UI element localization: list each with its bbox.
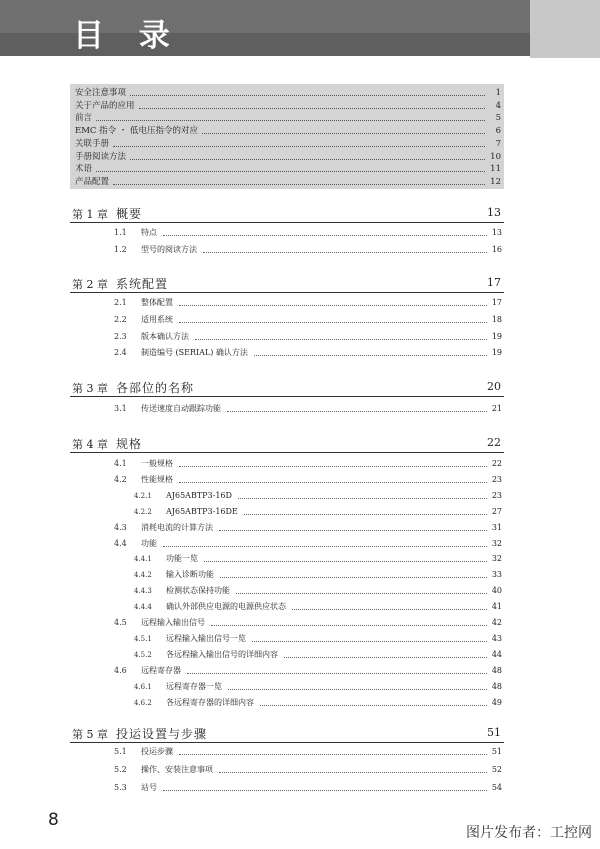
entry-title: 各远程输入输出信号的详细内容 xyxy=(166,649,278,659)
dot-leader xyxy=(130,159,485,160)
page-title: 目 录 xyxy=(73,18,182,54)
front-matter-item[interactable] xyxy=(75,125,501,138)
front-matter-page: 5 xyxy=(495,113,501,124)
front-matter-page: 11 xyxy=(490,164,501,175)
section-entry[interactable] xyxy=(114,226,502,240)
entry-page: 48 xyxy=(491,681,502,691)
front-matter-page: 4 xyxy=(495,100,501,111)
dot-leader xyxy=(219,772,487,773)
entry-page: 17 xyxy=(491,298,502,307)
front-matter-item[interactable] xyxy=(75,87,501,100)
entry-title: 一般规格 xyxy=(141,459,173,468)
front-matter-page: 10 xyxy=(490,151,501,162)
chapter-heading[interactable] xyxy=(70,724,504,743)
dot-leader xyxy=(179,305,487,306)
section-entry[interactable] xyxy=(114,781,502,795)
chapter-title: 各部位的名称 xyxy=(116,381,195,395)
entry-number: 4.2.2 xyxy=(134,507,152,516)
section-entry[interactable] xyxy=(114,537,502,551)
section-entry[interactable] xyxy=(114,313,502,327)
entry-title: 特点 xyxy=(141,228,157,237)
entry-page: 33 xyxy=(491,570,502,580)
entry-title: 各远程寄存器的详细内容 xyxy=(166,697,254,707)
front-matter-item[interactable] xyxy=(75,112,501,125)
entry-number: 4.6.1 xyxy=(134,682,152,691)
chapter-heading[interactable] xyxy=(70,204,504,223)
subsection-entry[interactable] xyxy=(134,552,502,566)
entry-page: 23 xyxy=(491,490,502,500)
section-entry[interactable] xyxy=(114,457,502,471)
entry-number: 4.5.1 xyxy=(134,634,152,643)
entry-page: 22 xyxy=(491,459,502,468)
entry-page: 27 xyxy=(491,506,502,516)
entry-number: 4.6 xyxy=(114,665,127,675)
subsection-entry[interactable] xyxy=(134,568,502,582)
dot-leader xyxy=(238,498,487,499)
section-entry[interactable] xyxy=(114,616,502,630)
front-matter-page: 6 xyxy=(495,126,501,137)
entry-number: 4.5 xyxy=(114,618,127,627)
entry-page: 23 xyxy=(491,474,502,484)
dot-leader xyxy=(113,184,485,185)
section-entry[interactable] xyxy=(114,745,502,759)
entry-page: 44 xyxy=(491,649,502,659)
header-light-block xyxy=(530,0,600,58)
entry-page: 32 xyxy=(491,554,502,564)
entry-title: 远程输入输出信号一览 xyxy=(166,633,246,643)
chapter-heading[interactable] xyxy=(70,274,504,293)
entry-title: 性能规格 xyxy=(141,474,173,484)
entry-title: 远程寄存器一览 xyxy=(166,681,222,691)
entry-title: 型号的阅读方法 xyxy=(141,245,197,255)
entry-title: 站号 xyxy=(141,782,157,792)
entry-title: 整体配置 xyxy=(141,298,173,307)
entry-number: 4.2.1 xyxy=(134,491,152,500)
subsection-entry[interactable] xyxy=(134,584,502,598)
chapter-number: 第 2 章 xyxy=(72,278,108,291)
entry-title: 消耗电流的计算方法 xyxy=(141,522,213,532)
entry-title: 输入诊断功能 xyxy=(166,570,214,580)
dot-leader xyxy=(96,120,485,121)
entry-page: 42 xyxy=(491,618,502,627)
watermark: 图片发布者：工控网 xyxy=(466,825,592,841)
chapter-page: 13 xyxy=(487,206,501,219)
chapter-page: 20 xyxy=(487,380,501,393)
subsection-entry[interactable] xyxy=(134,505,502,519)
entry-title: 远程寄存器 xyxy=(141,665,181,675)
entry-number: 4.4.3 xyxy=(134,587,152,596)
front-matter-item[interactable] xyxy=(75,100,501,113)
dot-leader xyxy=(203,252,487,253)
dot-leader xyxy=(96,171,485,172)
entry-number: 2.3 xyxy=(114,331,127,341)
dot-leader xyxy=(204,561,487,562)
entry-number: 2.4 xyxy=(114,348,127,358)
entry-title: 制造编号 (SERIAL) 确认方法 xyxy=(141,348,248,358)
entry-number: 2.1 xyxy=(114,298,127,307)
entry-number: 4.1 xyxy=(114,459,127,468)
section-entry[interactable] xyxy=(114,296,502,310)
front-matter-label: 前言 xyxy=(75,113,93,124)
dot-leader xyxy=(254,355,487,356)
entry-number: 5.2 xyxy=(114,764,127,774)
dot-leader xyxy=(187,673,487,674)
dot-leader xyxy=(202,133,485,134)
front-matter-item[interactable] xyxy=(75,176,501,189)
entry-page: 41 xyxy=(491,602,502,612)
chapter-number: 第 1 章 xyxy=(72,208,108,221)
entry-page: 48 xyxy=(491,665,502,675)
entry-page: 54 xyxy=(491,782,502,792)
subsection-entry[interactable] xyxy=(134,648,502,662)
section-entry[interactable] xyxy=(114,243,502,257)
front-matter-page: 1 xyxy=(495,88,501,98)
dot-leader xyxy=(163,235,487,236)
chapter-heading[interactable] xyxy=(70,378,504,397)
dot-leader xyxy=(220,577,487,578)
entry-number: 3.1 xyxy=(114,404,127,413)
front-matter-page: 7 xyxy=(495,138,501,149)
entry-page: 19 xyxy=(491,348,502,358)
chapter-title: 投运设置与步骤 xyxy=(116,727,208,741)
subsection-entry[interactable] xyxy=(134,632,502,646)
entry-number: 4.4.1 xyxy=(134,555,152,564)
entry-number: 2.2 xyxy=(114,314,127,324)
entry-title: 远程输入输出信号 xyxy=(141,618,205,627)
front-matter-item[interactable] xyxy=(75,138,501,151)
entry-number: 4.4.4 xyxy=(134,603,152,612)
entry-title: 适用系统 xyxy=(141,314,173,324)
dot-leader xyxy=(179,482,487,483)
entry-number: 4.6.2 xyxy=(134,698,152,707)
dot-leader xyxy=(195,339,487,340)
chapter-heading[interactable] xyxy=(70,434,504,453)
dot-leader xyxy=(163,546,487,547)
entry-number: 4.4.2 xyxy=(134,571,152,580)
section-entry[interactable] xyxy=(114,402,502,416)
dot-leader xyxy=(179,466,487,467)
entry-page: 40 xyxy=(491,586,502,596)
section-entry[interactable] xyxy=(114,763,502,777)
entry-title: AJ65ABTP3-16D xyxy=(166,490,232,500)
entry-number: 4.4 xyxy=(114,538,127,548)
chapter-page: 17 xyxy=(487,276,501,289)
dot-leader xyxy=(163,790,487,791)
entry-title: AJ65ABTP3-16DE xyxy=(166,506,238,516)
dot-leader xyxy=(179,322,487,323)
entry-page: 31 xyxy=(491,522,502,532)
subsection-entry[interactable] xyxy=(134,680,502,694)
dot-leader xyxy=(244,514,487,515)
entry-number: 1.1 xyxy=(114,228,127,237)
entry-number: 5.1 xyxy=(114,747,127,756)
chapter-title: 概要 xyxy=(116,207,143,221)
entry-page: 49 xyxy=(491,697,502,707)
chapter-title: 系统配置 xyxy=(116,277,169,291)
chapter-number: 第 5 章 xyxy=(72,728,108,741)
chapter-page: 22 xyxy=(487,436,501,449)
entry-title: 操作、安装注意事项 xyxy=(141,764,213,774)
dot-leader xyxy=(130,95,485,96)
entry-number: 5.3 xyxy=(114,782,127,792)
entry-number: 4.3 xyxy=(114,522,127,532)
entry-title: 版本确认方法 xyxy=(141,331,189,341)
entry-title: 投运步骤 xyxy=(141,747,173,756)
entry-page: 18 xyxy=(491,314,502,324)
entry-number: 4.2 xyxy=(114,474,127,484)
entry-title: 确认外部供应电源的电源供应状态 xyxy=(166,602,286,612)
entry-page: 32 xyxy=(491,538,502,548)
entry-page: 19 xyxy=(491,331,502,341)
entry-page: 16 xyxy=(491,245,502,255)
dot-leader xyxy=(260,705,487,706)
entry-number: 4.5.2 xyxy=(134,650,152,659)
section-entry[interactable] xyxy=(114,473,502,487)
dot-leader xyxy=(292,609,487,610)
header-bar xyxy=(0,0,600,58)
front-matter-page: 12 xyxy=(490,176,501,187)
subsection-entry[interactable] xyxy=(134,696,502,710)
chapter-number: 第 4 章 xyxy=(72,438,108,451)
subsection-entry[interactable] xyxy=(134,600,502,614)
dot-leader xyxy=(139,108,485,109)
entry-page: 13 xyxy=(491,228,502,237)
entry-number: 1.2 xyxy=(114,245,127,255)
dot-leader xyxy=(179,754,487,755)
chapter-title: 规格 xyxy=(116,437,143,451)
entry-title: 检测状态保持功能 xyxy=(166,586,230,596)
section-entry[interactable] xyxy=(114,346,502,360)
front-matter-label: 术语 xyxy=(75,164,93,175)
dot-leader xyxy=(228,689,487,690)
entry-page: 52 xyxy=(491,764,502,774)
chapter-number: 第 3 章 xyxy=(72,382,108,395)
front-matter-label: 产品配置 xyxy=(75,176,110,187)
dot-leader xyxy=(211,625,487,626)
front-matter-label: 安全注意事项 xyxy=(75,88,127,98)
section-entry[interactable] xyxy=(114,521,502,535)
front-matter-label: 关于产品的应用 xyxy=(75,100,135,111)
section-entry[interactable] xyxy=(114,664,502,678)
dot-leader xyxy=(236,593,487,594)
dot-leader xyxy=(219,530,487,531)
dot-leader xyxy=(227,411,487,412)
dot-leader xyxy=(252,641,487,642)
front-matter-item[interactable] xyxy=(75,163,501,176)
entry-page: 43 xyxy=(491,633,502,643)
entry-page: 51 xyxy=(491,747,502,756)
front-matter-label: 关联手册 xyxy=(75,138,110,149)
front-matter-item[interactable] xyxy=(75,151,501,164)
entry-title: 功能 xyxy=(141,538,157,548)
entry-title: 传送速度自动跟踪功能 xyxy=(141,404,221,413)
dot-leader xyxy=(284,657,487,658)
entry-page: 21 xyxy=(491,404,502,413)
front-matter-label: 手册阅读方法 xyxy=(75,151,127,162)
chapter-page: 51 xyxy=(487,726,501,739)
dot-leader xyxy=(113,146,485,147)
page-number: 8 xyxy=(48,810,59,830)
section-entry[interactable] xyxy=(114,330,502,344)
entry-title: 功能一览 xyxy=(166,554,198,564)
subsection-entry[interactable] xyxy=(134,489,502,503)
front-matter-label: EMC 指令 ・ 低电压指令的对应 xyxy=(75,126,199,137)
